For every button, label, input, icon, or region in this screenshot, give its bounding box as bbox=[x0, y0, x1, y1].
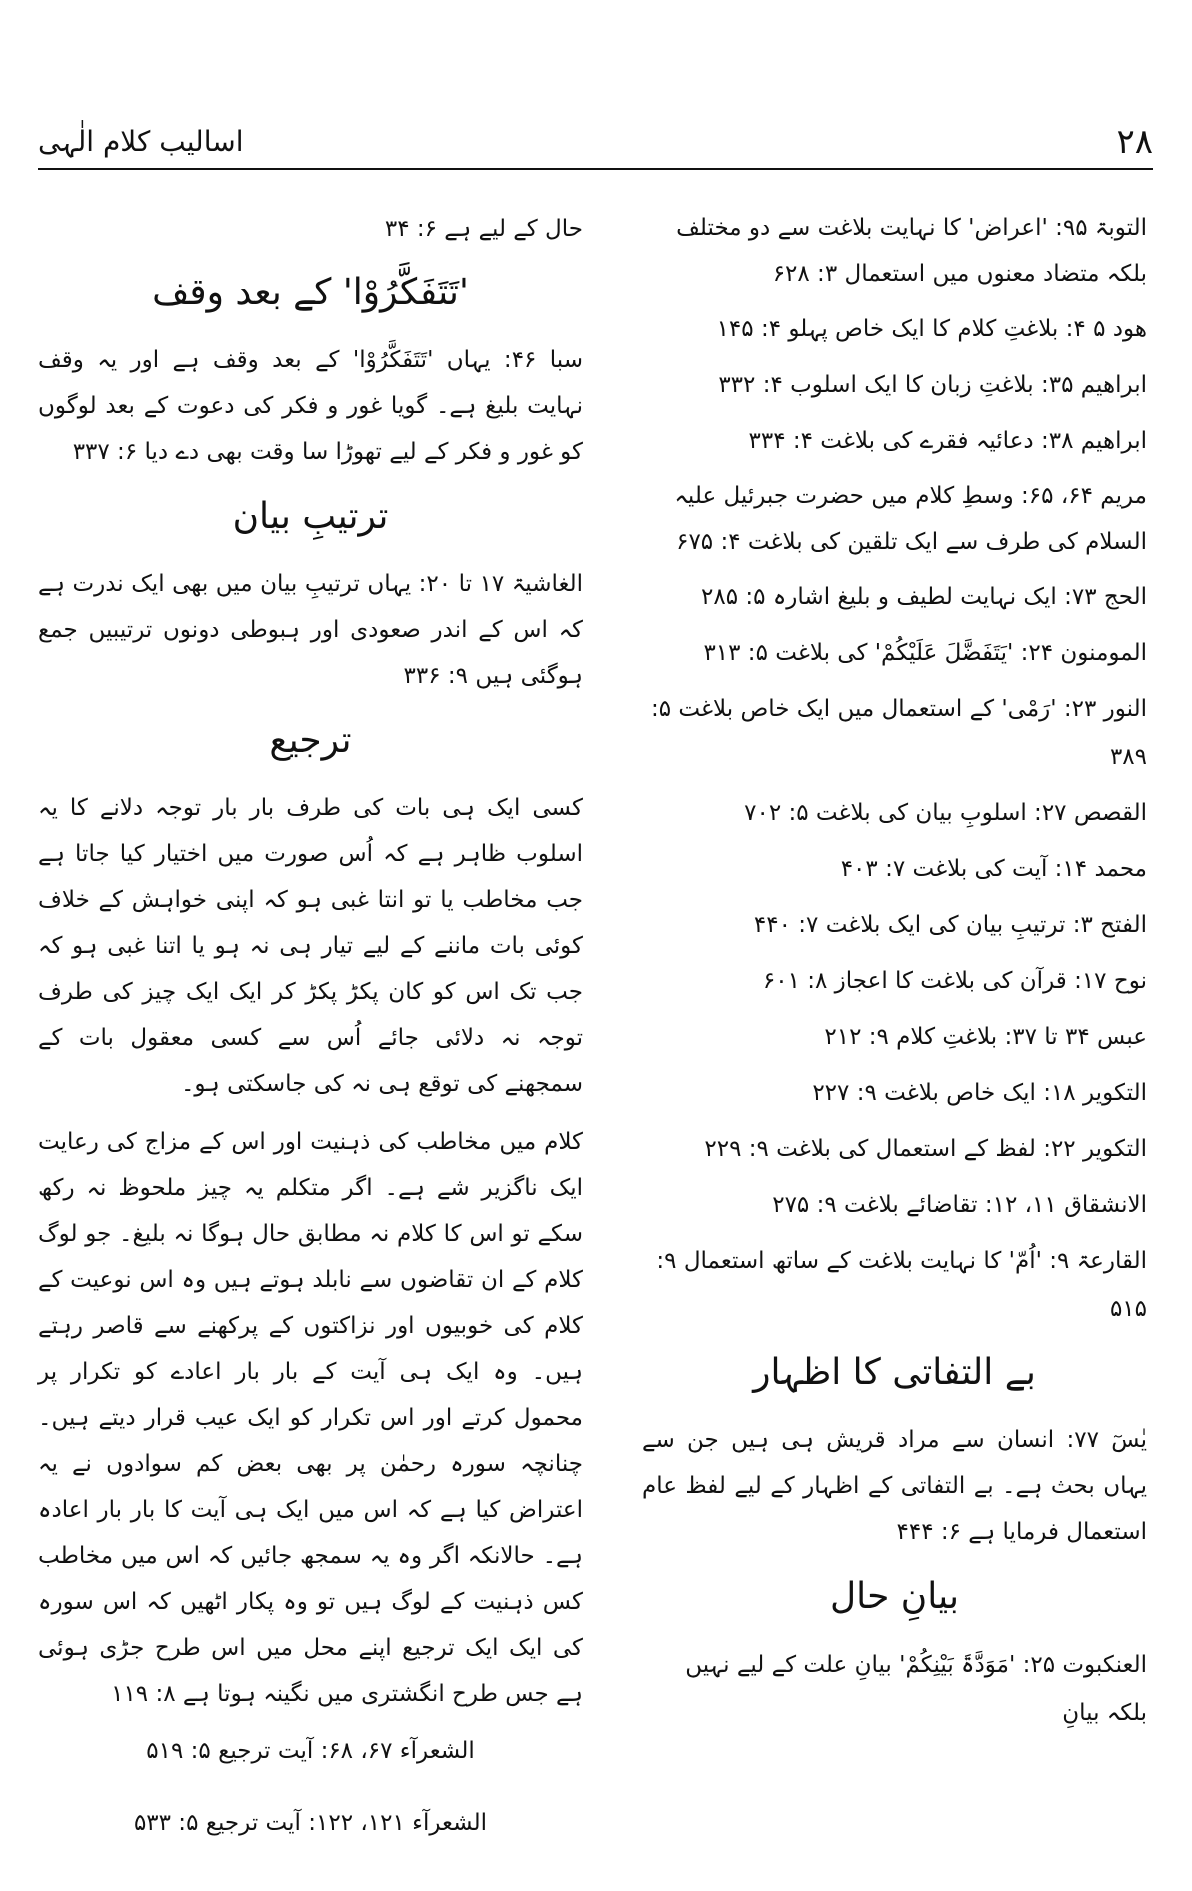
index-entry: الحج ۷۳: ایک نہایت لطیف و بلیغ اشارہ ۵: ۲۸۵ bbox=[701, 584, 1147, 610]
paragraph-be-iltifati: یٰسٓ ۷۷: انسان سے مراد قریش ہی ہیں جن سے یہاں بحث ہے۔ بے التفاتی کے اظہار کے لیے لفظ عام استعمال فرمایا ہے ۶: ۴۴۴ bbox=[642, 1427, 1147, 1545]
index-entry: التکویر ۲۲: لفظ کے استعمال کی بلاغت ۹: ۲۲۹ bbox=[704, 1136, 1147, 1162]
section-heading-tarjee: ترجیع bbox=[269, 720, 352, 761]
index-entry: نوح ۱۷: قرآن کی بلاغت کا اعجاز ۸: ۶۰۱ bbox=[762, 968, 1147, 994]
right-column bbox=[642, 205, 1147, 1745]
index-entry: النور ۲۳: 'رَمْی' کے استعمال میں ایک خاص بلاغت ۵: ۳۸۹ bbox=[650, 696, 1147, 770]
continuation-line: حال کے لیے ہے ۶: ۳۴ bbox=[384, 216, 583, 242]
paragraph-tarjee-1: کسی ایک ہی بات کی طرف بار بار توجہ دلانے کا یہ اسلوب ظاہر ہے کہ اُس صورت میں اختیار کیا جاتا ہے جب مخاطب یا تو انتا غبی ہو کہ اپنی خواہش کے خلاف کوئی بات ماننے کے لیے تیار ہی نہ ہو یا اتنا غبی ہو کہ جب تک اس کو کان پکڑ پکڑ کر ایک ایک چیز کی طرف توجہ نہ دلائی جائے اُس سے کسی معقول بات کے سمجھنے کی توقع ہی نہ کی جاسکتی ہو۔ bbox=[38, 795, 583, 1097]
index-entry: القصص ۲۷: اسلوبِ بیان کی بلاغت ۵: ۷۰۲ bbox=[744, 800, 1147, 826]
index-entry: ابراھیم ۳۸: دعائیہ فقرے کی بلاغت ۴: ۳۳۴ bbox=[748, 428, 1147, 454]
index-entry: التوبۃ ۹۵: 'اعراض' کا نہایت بلاغت سے دو مختلف بلکہ متضاد معنوں میں استعمال ۳: ۶۲۸ bbox=[676, 215, 1147, 287]
section-heading-tatafakkaru: 'تَتَفَکَّرُوْا' کے بعد وقف bbox=[152, 272, 469, 313]
index-entry: التکویر ۱۸: ایک خاص بلاغت ۹: ۲۲۷ bbox=[812, 1080, 1147, 1106]
index-entry: المومنون ۲۴: 'یَتَفَضَّلَ عَلَیْکُمْ' کی بلاغت ۵: ۳۱۳ bbox=[703, 640, 1147, 666]
page-number: ۲۸ bbox=[1116, 122, 1153, 162]
entry-ankabut: العنکبوت ۲۵: 'مَوَدَّۃَ بَیْنِکُمْ' بیانِ علت کے لیے نہیں بلکہ بیانِ bbox=[685, 1652, 1147, 1726]
index-entry: القارعۃ ۹: 'اُمّ' کا نہایت بلاغت کے ساتھ استعمال ۹: ۵۱۵ bbox=[656, 1248, 1147, 1322]
reference-shuara-121: الشعرآء ۱۲۱، ۱۲۲: آیت ترجیع ۵: ۵۳۳ bbox=[133, 1810, 488, 1836]
reference-shuara-67: الشعرآء ۶۷، ۶۸: آیت ترجیع ۵: ۵۱۹ bbox=[146, 1738, 475, 1764]
paragraph-tarjee-2: کلام میں مخاطب کی ذہنیت اور اس کے مزاج کی رعایت ایک ناگزیر شے ہے۔ اگر متکلم یہ چیز ملحوظ نہ رکھ سکے تو اس کا کلام نہ مطابق حال ہوگا نہ بلیغ۔ جو لوگ کلام کے ان تقاضوں سے نابلد ہوتے ہیں وہ اس نوعیت کے کلام کی خوبیوں اور نزاکتوں کے پرکھنے سے قاصر رہتے ہیں۔ وہ ایک ہی آیت کے بار بار اعادے کو تکرار پر محمول کرتے اور اس تکرار کو ایک عیب قرار دیتے ہیں۔ چنانچہ سورہ رحمٰن پر بھی بعض کم سوادوں نے یہ اعتراض کیا ہے کہ اس میں ایک ہی آیت کا بار بار اعادہ ہے۔ حالانکہ اگر وہ یہ سمجھ جائیں کہ اس میں مخاطب کس ذہنیت کے لوگ ہیں تو وہ پکار اٹھیں کہ اس سورہ کی ایک ایک ترجیع اپنے محل میں اس طرح جڑی ہوئی ہے جس طرح انگشتری میں نگینہ ہوتا ہے ۸: ۱۱۹ bbox=[38, 1129, 583, 1707]
right-entries-list bbox=[642, 205, 1147, 1333]
index-entry: محمد ۱۴: آیت کی بلاغت ۷: ۴۰۳ bbox=[840, 856, 1147, 882]
index-entry: الانشقاق ۱۱، ۱۲: تقاضائے بلاغت ۹: ۲۷۵ bbox=[772, 1192, 1147, 1218]
section-heading-bayan-e-hal: بیانِ حال bbox=[829, 1576, 960, 1617]
section-heading-tarteeb-e-bayan: ترتیبِ بیان bbox=[232, 496, 389, 537]
index-entry: ابراھیم ۳۵: بلاغتِ زبان کا ایک اسلوب ۴: ۳۳۲ bbox=[718, 372, 1147, 398]
index-entry: عبس ۳۴ تا ۳۷: بلاغتِ کلام ۹: ۲۱۲ bbox=[824, 1024, 1147, 1050]
paragraph-ghashiya: الغاشیۃ ۱۷ تا ۲۰: یہاں ترتیبِ بیان میں بھی ایک ندرت ہے کہ اس کے اندر صعودی اور ہبوطی دونوں ترتیبیں جمع ہوگئی ہیں ۹: ۳۳۶ bbox=[38, 571, 583, 689]
paragraph-saba: سبا ۴۶: یہاں 'تَتَفَکَّرُوْا' کے بعد وقف ہے اور یہ وقف نہایت بلیغ ہے۔ گویا غور و فکر کی دعوت کے بعد لوگوں کو غور و فکر کے لیے تھوڑا سا وقت بھی دے دیا ۶: ۳۳۷ bbox=[38, 347, 584, 465]
section-heading-be-iltifati: بے التفاتی کا اظہار bbox=[753, 1352, 1036, 1393]
index-entry: الفتح ۳: ترتیبِ بیان کی ایک بلاغت ۷: ۴۴۰ bbox=[753, 912, 1147, 938]
running-title: اسالیب کلام الٰہی bbox=[38, 125, 244, 158]
index-entry: ھود ۵ ۴: بلاغتِ کلام کا ایک خاص پہلو ۴: ۱۴۵ bbox=[716, 316, 1147, 342]
left-column bbox=[38, 205, 583, 1873]
page-header bbox=[38, 120, 1153, 170]
index-entry: مریم ۶۴، ۶۵: وسطِ کلام میں حضرت جبرئیل علیہ السلام کی طرف سے ایک تلقین کی بلاغت ۴: ۶۷۵ bbox=[674, 483, 1147, 555]
